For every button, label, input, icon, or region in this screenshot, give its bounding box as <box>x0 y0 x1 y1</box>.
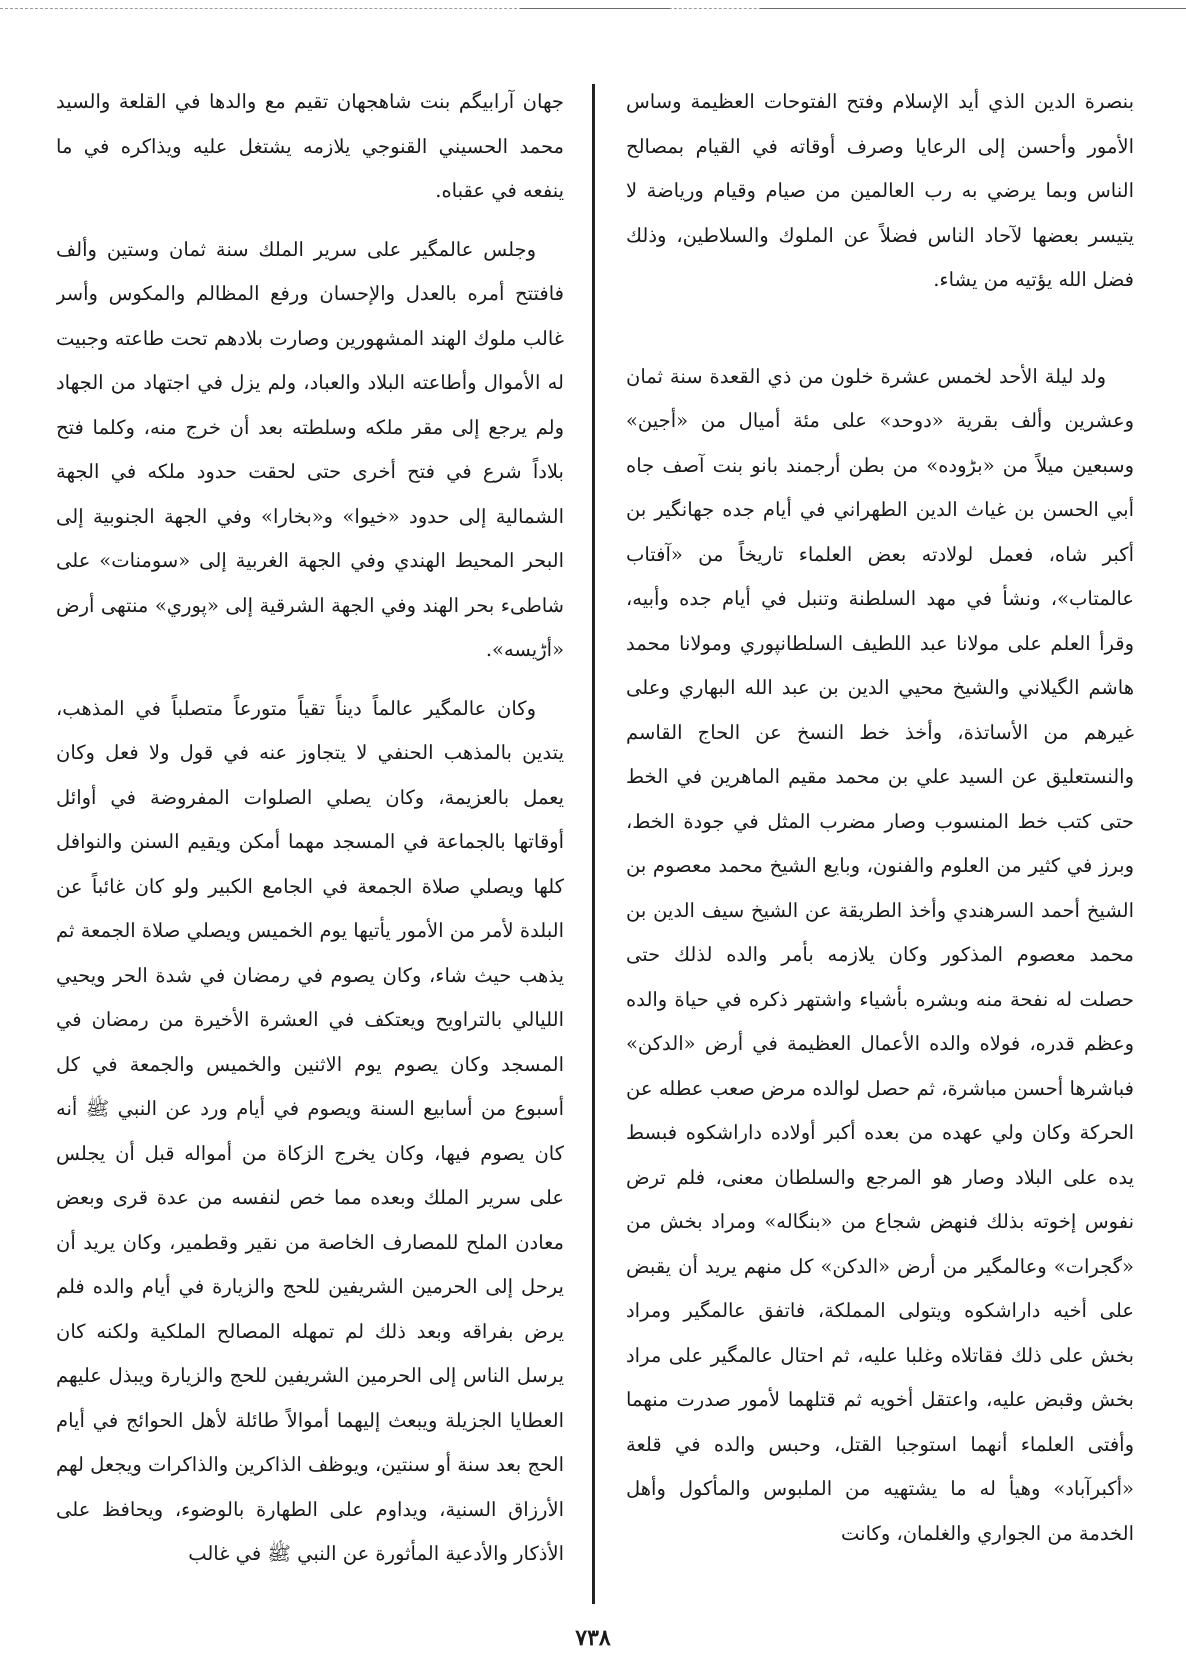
paragraph-piety-and-worship: وكان عالمگير عالماً ديناً تقياً متورعاً متصلباً في المذهب، يتدين بالمذهب الحنفي لا يتجاوز عنه في قول ولا فعل وكان يعمل بالعزيمة، وكان يصلي الصلوات المفروضة في أوائل أوقاتها بالجماعة في المسجد مهما أمكن ويقيم السنن والنوافل كلها ويصلي صلاة الجمعة في الجامع الكبير ولو كان غائباً عن البلدة لأمر من الأمور يأتيها يوم الخميس ويصلي صلاة الجمعة ثم يذهب حيث شاء، وكان يصوم في رمضان في شدة الحر ويحيي الليالي بالتراويح ويعتكف في العشرة الأخيرة من رمضان في المسجد وكان يصوم يوم الاثنين والخميس والجمعة في كل أسبوع من أسابيع السنة ويصوم في أيام ورد عن النبي ﷺ أنه كان يصوم فيها، وكان يخرج الزكاة من أمواله قبل أن يجلس على سرير الملك وبعده مما خص لنفسه من عدة قرى وبعض معادن الملح للمصارف الخاصة من نقير وقطمير، وكان يريد أن يرحل إلى الحرمين الشريفين للحج والزيارة في أيام والده فلم يرض بفراقه وبعد ذلك لم تمهله المصالح الملكية ولكنه كان يرسل الناس إلى الحرمين الشريفين للحج والزيارة ويبذل عليهم العطايا الجزيلة ويبعث إليهما أموالاً طائلة لأهل الحوائج في أيام الحج بعد سنة أو سنتين، ويوظف الذاكرين والذاكرات ويجعل لهم الأرزاق السنية، ويداوم على الطهارة بالوضوء، ويحافظ على الأذكار والأدعية المأثورة عن النبي ﷺ في غالب <box>56 696 564 1565</box>
paragraph-accession-and-conquests: وجلس عالمگير على سرير الملك سنة ثمان وستين وألف فافتتح أمره بالعدل والإحسان ورفع المظالم والمكوس وأسر غالب ملوك الهند المشهورين وصارت بلادهم تحت طاعته وجبيت له الأموال وأطاعته البلاد والعباد، ولم يزل في اجتهاد من الجهاد ولم يرجع إلى مقر ملكه وسلطته بعد أن خرج منه، وكلما فتح بلاداً شرع في فتح أخرى حتى لحقت حدود ملكه في الجهة الشمالية إلى حدود «خيوا» و«بخارا» وفي الجهة الجنوبية إلى البحر المحيط الهندي وفي الجهة الغربية إلى «سومنات» على شاطىء بحر الهند وفي الجهة الشرقية إلى «پوري» منتهى أرض «أڑيسه». <box>56 237 564 661</box>
left-column <box>56 80 564 1620</box>
right-column <box>626 80 1134 1620</box>
top-solid-rule-segment <box>760 8 1186 9</box>
paragraph-jahanara-continuation: جهان آرابيگم بنت شاهجهان تقيم مع والدها في القلعة والسيد محمد الحسيني القنوجي يلازمه يشتغل عليه ويذاكره في ما ينفعه في عقباه. <box>56 90 564 202</box>
paragraph-intro-virtues: بنصرة الدين الذي أيد الإسلام وفتح الفتوحات العظيمة وساس الأمور وأحسن إلى الرعايا وصرف أوقاته في القيام بمصالح الناس وبما يرضي به رب العالمين من صيام وقيام ورياضة لا يتيسر بعضها لآحاد الناس فضلاً عن الملوك والسلاطين، وذلك فضل الله يؤتيه من يشاء. <box>626 90 1134 291</box>
page-number: ٧٣٨ <box>575 1625 611 1651</box>
paragraph-birth-and-upbringing: ولد ليلة الأحد لخمس عشرة خلون من ذي القعدة سنة ثمان وعشرين وألف بقرية «دوحد» على مئة أميال من «أجين» وسبعين ميلاً من «بڑوده» من بطن أرجمند بانو بنت آصف جاه أبي الحسن بن غياث الدين الطهراني في أيام جده جهانگير بن أكبر شاه، فعمل لولادته بعض العلماء تاريخاً من «آفتاب عالمتاب»، ونشأ في مهد السلطنة وتنبل في أيام جده وأبيه، وقرأ العلم على مولانا عبد اللطيف السلطانپوري ومولانا محمد هاشم الگيلاني والشيخ محيي الدين بن عبد الله البهاري وعلى غيرهم من الأساتذة، وأخذ خط النسخ عن الحاج القاسم والنستعليق عن السيد علي بن محمد مقيم الماهرين في الخط حتى كتب خط المنسوب وصار مضرب المثل في جودة الخط، وبرز في كثير من العلوم والفنون، وبايع الشيخ محمد معصوم بن الشيخ أحمد السرهندي وأخذ الطريقة عن الشيخ سيف الدين بن محمد معصوم المذكور وكان يلازمه بأمر والده لذلك حتى حصلت له نفحة منه وبشره بأشياء واشتهر ذكره في حياة والده وعظم قدره، فولاه والده الأعمال العظيمة في أرض «الدكن» فباشرها أحسن مباشرة، ثم حصل لوالده مرض صعب عطله عن الحركة وكان ولي عهده من بعده أكبر أولاده داراشكوه فبسط يده على البلاد وصار هو المرجع والسلطان معنى، فلم ترض نفوس إخوته بذلك فنهض شجاع من «بنگاله» ومراد بخش من «گجرات» وعالمگير من أرض «الدكن» كل منهم يريد أن يقبض على أخيه داراشكوه ويتولى المملكة، فاتفق عالمگير ومراد بخش على ذلك فقاتلاه وغلبا عليه، ثم احتال عالمگير على مراد بخش وقبض عليه، واعتقل أخويه ثم قتلهما لأمور صدرت منهما وأفتى العلماء أنهما استوجبا القتل، وحبس والده في قلعة «أكبرآباد» وهيأ له ما يشتهيه من الملبوس والمأكول وأهل الخدمة من الجواري والغلمان، وكانت <box>626 364 1134 1545</box>
column-divider <box>592 84 595 1604</box>
top-solid-rule-segment <box>520 8 670 9</box>
